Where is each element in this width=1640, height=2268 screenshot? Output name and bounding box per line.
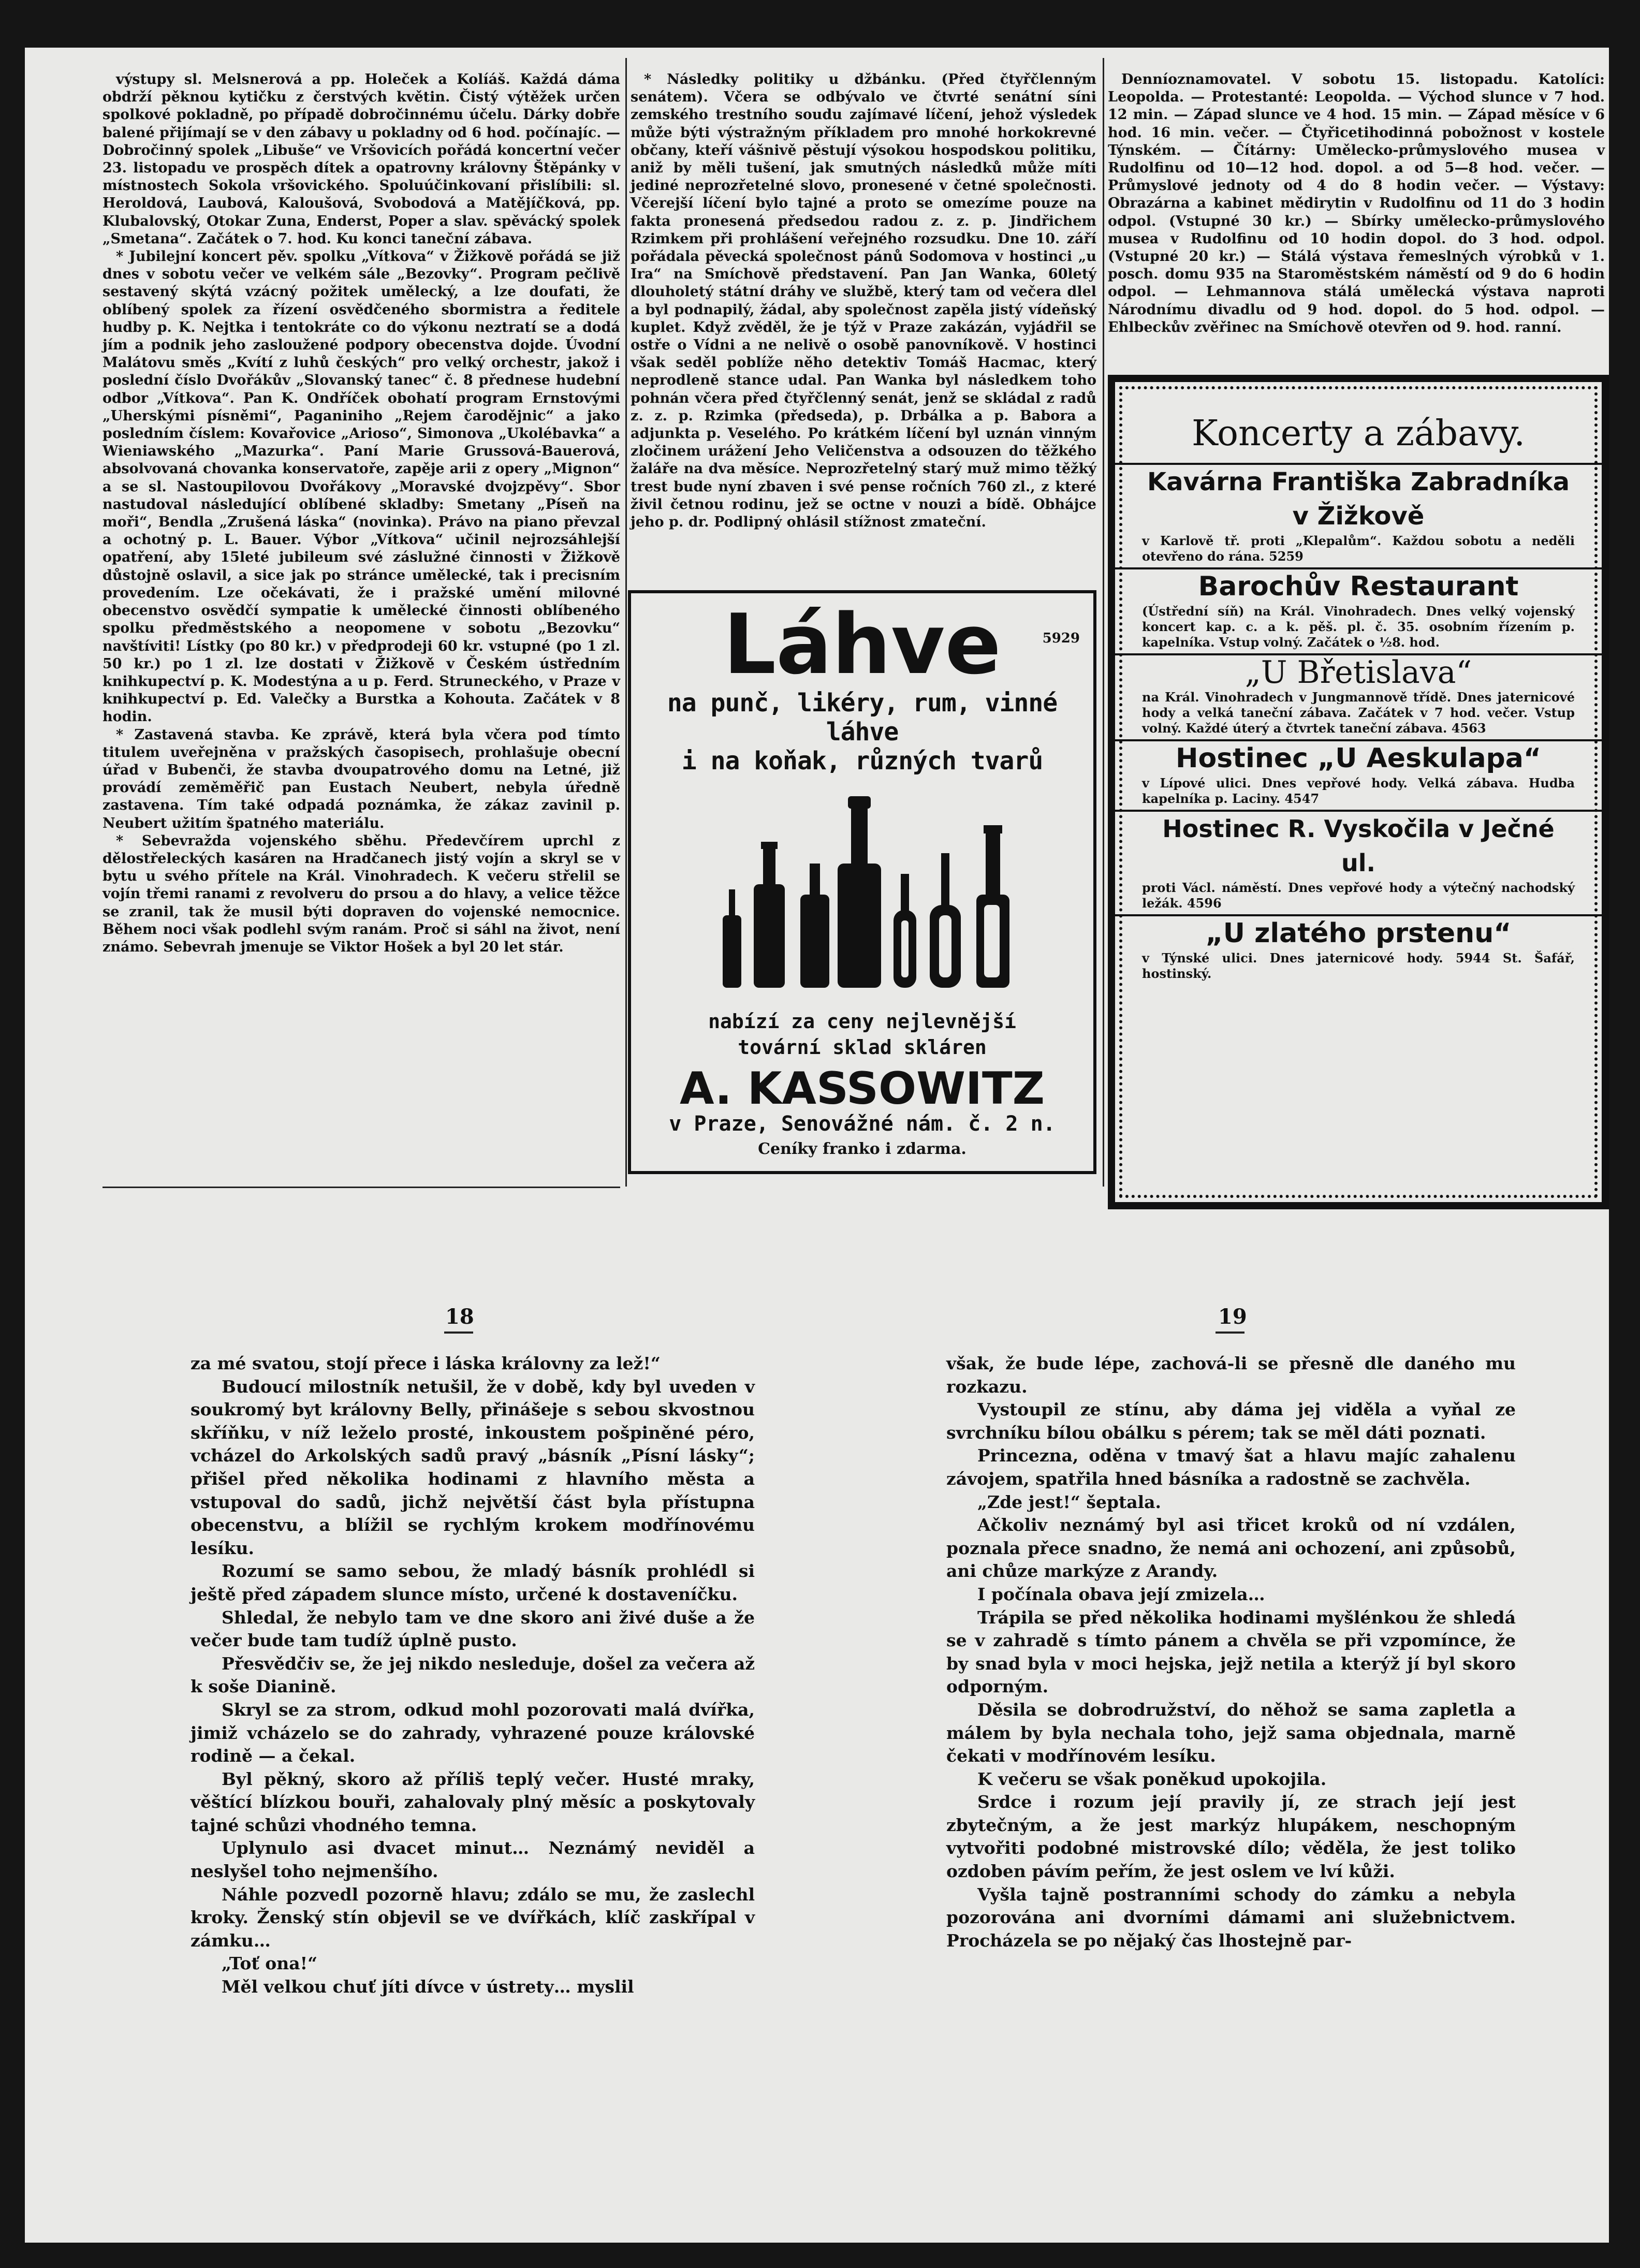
story-page-right — [946, 1352, 1516, 1952]
concerts-box — [1108, 375, 1609, 1209]
story-paragraph: Trápila se před několika hodinami myšlénkou že shledá se v zahradě s tímto pánem a chvěla se při vzpomínce, že by snad byla v moci hejska, jejž netila a kterýž jí byl skoro odporným. — [946, 1607, 1516, 1697]
story-paragraph: Uplynulo asi dvacet minut… Neznámý neviděl a neslyšel toho nejmenšího. — [191, 1838, 755, 1882]
news-item: výstupy sl. Melsnerová a pp. Holeček a Kolíáš. Každá dáma obdrží pěknou kytičku z čerstvých květin. Čistý výtěžek určen spolkové pokladně, po případě dobročinnému účelu. Dárky dobře balené přijímají se v den zábavy u pokladny od 6 hod. počínajíc. — Dobročinný spolek „Libuše“ ve Vršovicích pořádá koncertní večer 23. listopadu ve prospěch dítek a opatrovny královny Štěpánky v místnostech Sokola vršovického. Spoluúčinkovaní přislíbili: sl. Heroldová, Laubová, Kaloušová, Svobodová a Matějíčková, pp. Klubalovský, Otokar Zuna, Enderst, Poper a slav. spěvácký spolek „Smetana“. Začátek o 7. hod. Ku konci taneční zábava. — [102, 71, 620, 247]
story-paragraph: Rozumí se samo sebou, že mladý básník prohlédl si ještě před západem slunce místo, určené k dostaveníčku. — [191, 1561, 755, 1604]
story-paragraph: K večeru se však poněkud upokojila. — [977, 1768, 1327, 1789]
story-paragraph: za mé svatou, stojí přece i láska královny za lež!“ — [191, 1353, 661, 1373]
story-paragraph: Vyšla tajně postranními schody do zámku a nebyla pozorována ani dvorními dámami ani služebnictvem. Procházela se po nějaký čas lhostejně par- — [946, 1884, 1516, 1951]
ad-number: 5929 — [1042, 631, 1080, 646]
column-rule — [625, 58, 627, 1187]
venue-name: Hostinec „U Aeskulapa“ — [1175, 743, 1542, 774]
story-paragraph: „Zde jest!“ šeptala. — [977, 1491, 1162, 1512]
venue-name: Hostinec R. Vyskočila v Ječné ul. — [1162, 815, 1555, 877]
bottle-advertisement — [628, 590, 1096, 1174]
concert-entry — [1115, 914, 1602, 982]
concert-entry — [1115, 463, 1602, 564]
ad-line-1: na punč, likéry, rum, vinné láhve — [667, 689, 1058, 747]
concert-entry — [1115, 653, 1602, 736]
ad-address: v Praze, Senovážné nám. č. 2 n. — [669, 1112, 1056, 1136]
news-item: * Zastavená stavba. Ke zprávě, která byla včera pod tímto titulem uveřejněna v pražských časopisech, prohlašuje obecní úřad v Bubenči, že stavba dvoupatrového domu na Letné, již provádí zeměměřič pan Eustach Neubert, nebyla úředně zastavena. Tím také odpadá poznámka, že zákaz zavinil p. Neubert užitím špatného materiálu. — [102, 726, 620, 831]
venue-name: „U zlatého prstenu“ — [1205, 918, 1512, 949]
venue-text: v Lípové ulici. Dnes vepřové hody. Velká zábava. Hudba kapelníka p. Laciny. 4547 — [1142, 775, 1575, 806]
page-number-right: 19 — [1218, 1305, 1247, 1329]
story-paragraph: Skryl se za strom, odkud mohl pozorovati malá dvířka, jimiž vcházelo se do zahrady, vyhrazené pouze královské rodině — a čekal. — [191, 1699, 755, 1766]
news-item: * Jubilejní koncert pěv. spolku „Vítkova“ v Žižkově pořádá se již dnes v sobotu večer ve velkém sále „Bezovky“. Program pečlivě sestavený skýtá vzácný požitek umělecký, a lze doufati, že oblíbený spolek za řízení osvědčeného sbormistra a ředitele hudby p. K. Nejtka i tentokráte co do výkonu neztratí se a dodá jím a podnik jeho zasloužené podpory obecenstva dojde. Úvodní Malátovu směs „Kvítí z luhů českých“ pro velký orchestr, jakož i poslední číslo Dvořákův „Slovanský tanec“ č. 8 přednese hudební odbor „Vítkova“. Pan K. Ondříček obohatí program Ernstovými „Uherskými písněmi“, Paganiniho „Rejem čarodějnic“ a jako posledním číslem: Kovařovice „Arioso“, Simonova „Ukolébavka“ a Wieniawského „Mazurka“. Paní Marie Grussová-Bauerová, absolvovaná chovanka konservatoře, zapěje arii z opery „Mignon“ a se sl. Nastoupilovou Dvořákovy „Moravské dvojzpěvy“. Sbor nastudoval následující oblíbené skladby: Smetany „Píseň na moři“, Bendla „Zrušená láska“ (novinka). Právo na piano převzal a ochotný p. L. Bauer. Výbor „Vítkova“ učinil nejrozsáhlejší opatření, aby 15leté jubileum své záslužné činnosti v Žižkově důstojně oslavil, a sice jak po stránce umělecké, tak i precisním provedením. Lze očekávati, že i pražské umění milovné obecenstvo osvědčí sympatie k umělecké činnosti oblíbeného spolku předměstského a neopomene v sobotu „Bezovku“ navštíviti! Lístky (po 80 kr.) v předprodeji 60 kr. vstupné (po 1 zl. 50 kr.) po 1 zl. lze dostati v Žižkově v Českém ústředním knihkupectví p. K. Modestýna a u p. Ferd. Struneckého, v Praze v knihkupectví p. Ed. Valečky a Burstka a Kohouta. Začátek v 8 hodin. — [102, 248, 620, 725]
venue-name: Kavárna Františka Zabradníka v Žižkově — [1147, 467, 1570, 531]
ad-offer: nabízí za ceny nejlevnější — [708, 1010, 1016, 1033]
venue-text: v Týnské ulici. Dnes jaternicové hody. 5944 St. Šafář, hostinský. — [1142, 950, 1575, 981]
ad-firm-name: A. KASSOWITZ — [680, 1063, 1045, 1115]
column-rule — [1103, 58, 1104, 1187]
news-item: * Sebevražda vojenského sběhu. Předevčírem uprchl z dělostřeleckých kasáren na Hradčanech jistý vojín a skryl se v bytu u svého přítele na Král. Vinohradech. K večeru střelil se vojín třemi ranami z revolveru do prsou a do hlavy, a velice těžce se zranil, tak že musil býti dopraven do vojenské nemocnice. Během noci však podlehl svým ranám. Proč si sáhl na život, není známo. Sebevrah jmenuje se Viktor Hošek a byl 20 let stár. — [102, 832, 620, 955]
story-paragraph: Vystoupil ze stínu, aby dáma jej viděla a vyňal ze svrchníku bílou obálku s pérem; tak se měl dáti poznati. — [946, 1399, 1516, 1443]
venue-name: Barochův Restaurant — [1198, 571, 1519, 602]
story-paragraph: Budoucí milostník netušil, že v době, kdy byl uveden v soukromý byt královny Belly, přinášeje s sebou skvostnou skříňku, v níž leželo prosté, inkoustem pošpiněné péro, vcházel do Arkolských sadů pravý „básník „Písní lásky“; přišel před několika hodinami z hlavního města a vstupoval do sadů, jichž největší část byla přístupna obecenstvu, a blížil se rychlým krokem modřínovému lesíku. — [191, 1376, 755, 1558]
concert-entry — [1115, 567, 1602, 650]
news-column-2 — [631, 71, 1096, 531]
newspaper-page — [25, 48, 1609, 2243]
page-number-left: 18 — [445, 1305, 474, 1329]
ad-title: Láhve — [723, 596, 1001, 693]
news-item: * Následky politiky u džbánku. (Před čtyřčlenným senátem). Včera se odbývalo ve čtvrté senátní síni zemského trestního soudu zajímavé líčení, jehož výsledek může býti výstražným příkladem pro mnohé horkokrevné občany, kteří vášnivě pěstují výsokou hospodskou politiku, aniž by měli tušení, jak smutných následků může míti jediné neprozřetelné slovo, pronesené v četné společnosti. Včerejší líčení bylo tajné a proto se omezíme pouze na fakta pronesená předsedou radou z. z. p. Jindřichem Rzimkem při prohlášení veřejného rozsudku. Dne 10. září pořádala pěvecká společnost pánů Sodomova v hostinci „u Ira“ na Smíchově představení. Pan Jan Wanka, 60letý dlouholetý státní dráhy ve službě, který tam od večera dlel a byl podnapilý, žádal, aby společnost zapěla jistý vídeňský kuplet. Když zvěděl, že je týž v Praze zakázán, vyjádřil se ostře o Vídni a ne nelivě o osobě panovníkově. V hostinci však seděl poblíže něho detektiv Tomáš Hacmac, který neprodleně stance udal. Pan Wanka byl následkem toho pohnán včera před čtyřčlenný senát, jenž se skládal z radů z. z. p. Rzimka (předseda), p. Drbálka a p. Babora a adjunkta p. Veselého. Po krátkém líčení byl uznán vinným zločinem urážení Jeho Veličenstva a odsouzen do těžkého žaláře na dva měsíce. Neprozřetelný starý muž mimo těžký trest bude nyní zbaven i své pense ročních 760 zl., z které živil četnou rodinu, jež se octne v nouzi a bídě. Obhájce jeho p. dr. Podlipný ohlásil stížnost zmateční. — [631, 71, 1096, 531]
story-paragraph: však, že bude lépe, zachová-li se přesně dle daného mu rozkazu. — [946, 1353, 1516, 1397]
story-paragraph: Srdce i rozum její pravily jí, ze strach její jest zbytečným, a že jest markýz hlupákem, neschopným vytvořiti podobné mistrovské dílo; věděla, že jest toliko ozdoben pávím peřím, že jest oslem ve lví kůži. — [946, 1792, 1516, 1882]
story-paragraph: Princezna, oděna v tmavý šat a hlavu majíc zahalenu závojem, spatřila hned básníka a radostně se zachvěla. — [946, 1445, 1516, 1489]
story-paragraph: Děsila se dobrodružství, do něhož se sama zapletla a málem by byla nechala toho, jejž sama objednala, marně čekati v modřínovém lesíku. — [946, 1699, 1516, 1766]
venue-text: (Ústřední síň) na Král. Vinohradech. Dnes velký vojenský koncert kap. c. a k. pěš. pl. č. 35. osobním řízením p. kapelníka. Vstup volný. Začátek o ½8. hod. — [1142, 604, 1575, 650]
story-paragraph: Ačkoliv neznámý byl asi třicet kroků od ní vzdálen, poznala přece snadno, že nemá ani ochození, ani způsobů, ani chůze markýze z Arandy. — [946, 1515, 1516, 1582]
story-paragraph: Byl pěkný, skoro až příliš teplý večer. Husté mraky, věštící blízkou bouři, zahalovaly plný měsíc a poskytovaly tajné schůzi vhodného temna. — [191, 1768, 755, 1835]
venue-text: na Král. Vinohradech v Jungmannově třídě. Dnes jaternicové hody a velká taneční zábava. Začátek v 7 hod. večer. Vstup volný. Každé úterý a čtvrtek taneční zábava. 4563 — [1142, 690, 1575, 736]
story-paragraph: Náhle pozvedl pozorně hlavu; zdálo se mu, že zaslechl kroky. Ženský stín objevil se ve dvířkách, klíč zaskřípal v zámku… — [191, 1884, 755, 1951]
story-page-left — [191, 1352, 755, 1999]
concerts-header: Koncerty a zábavy. — [1192, 413, 1525, 454]
story-paragraph: „Toť ona!“ — [222, 1953, 318, 1974]
story-paragraph: Měl velkou chuť jíti dívce v ústrety… myslil — [222, 1977, 634, 1997]
venue-text: proti Václ. náměstí. Dnes vepřové hody a výtečný nachodský ležák. 4596 — [1142, 880, 1575, 911]
ad-price-note: Ceníky franko i zdarma. — [758, 1140, 967, 1158]
venue-name: „U Břetislava“ — [1244, 654, 1472, 691]
concert-entry — [1115, 739, 1602, 807]
story-paragraph: Shledal, že nebylo tam ve dne skoro ani živé duše a že večer bude tam tudíž úplně pusto. — [191, 1607, 755, 1651]
news-column-1 — [102, 71, 620, 956]
section-rule — [102, 1187, 620, 1188]
ad-offer-2: tovární sklad skláren — [738, 1036, 987, 1059]
concert-entry — [1115, 810, 1602, 911]
ad-line-2: i na koňak, různých tvarů — [681, 747, 1043, 775]
story-paragraph: Přesvědčiv se, že jej nikdo nesleduje, došel za večera až k soše Dianině. — [191, 1653, 755, 1697]
page-number-underline — [1216, 1331, 1244, 1334]
news-column-3 — [1108, 71, 1605, 336]
bottles-illustration — [702, 786, 1023, 993]
calendar-notice: Denníoznamovatel. V sobotu 15. listopadu. Katolíci: Leopolda. — Protestanté: Leopolda. — Východ slunce v 7 hod. 12 min. — Západ slunce ve 4 hod. 15 min. — Západ měsíce v 6 hod. 16 min. večer. — Čtyřicetihodinná pobožnost v kostele Týnském. — Čítárny: Umělecko-průmyslového musea v Rudolfinu od 10—12 hod. dopol. a od 5—8 hod. večer. — Průmyslové jednoty od 4 do 8 hodin večer. — Výstavy: Obrazárna a kabinet mědirytin v Rudolfinu od 11 do 3 hodin odpol. (Vstupné 30 kr.) — Sbírky umělecko-průmyslového musea v Rudolfinu od 10 hodin dopol. do 3 hod. odpol. (Vstupné 20 kr.) — Stálá výstava řemeslných výrobků v 1. posch. domu 935 na Staroměstském náměstí od 9 do 6 hodin odpol. — Lehmannova stálá umělecká výstava naproti Národnímu divadlu od 9 hod. dopol. do 5 hod. odpol. — Ehlbeckův zvěřinec na Smíchově otevřen od 9. hod. ranní. — [1108, 71, 1605, 335]
page-number-underline — [444, 1331, 473, 1334]
story-paragraph: I počínala obava její zmizela… — [977, 1584, 1265, 1604]
venue-text: v Karlově tř. proti „Klepalům“. Každou sobotu a neděli otevřeno do rána. 5259 — [1142, 533, 1575, 564]
